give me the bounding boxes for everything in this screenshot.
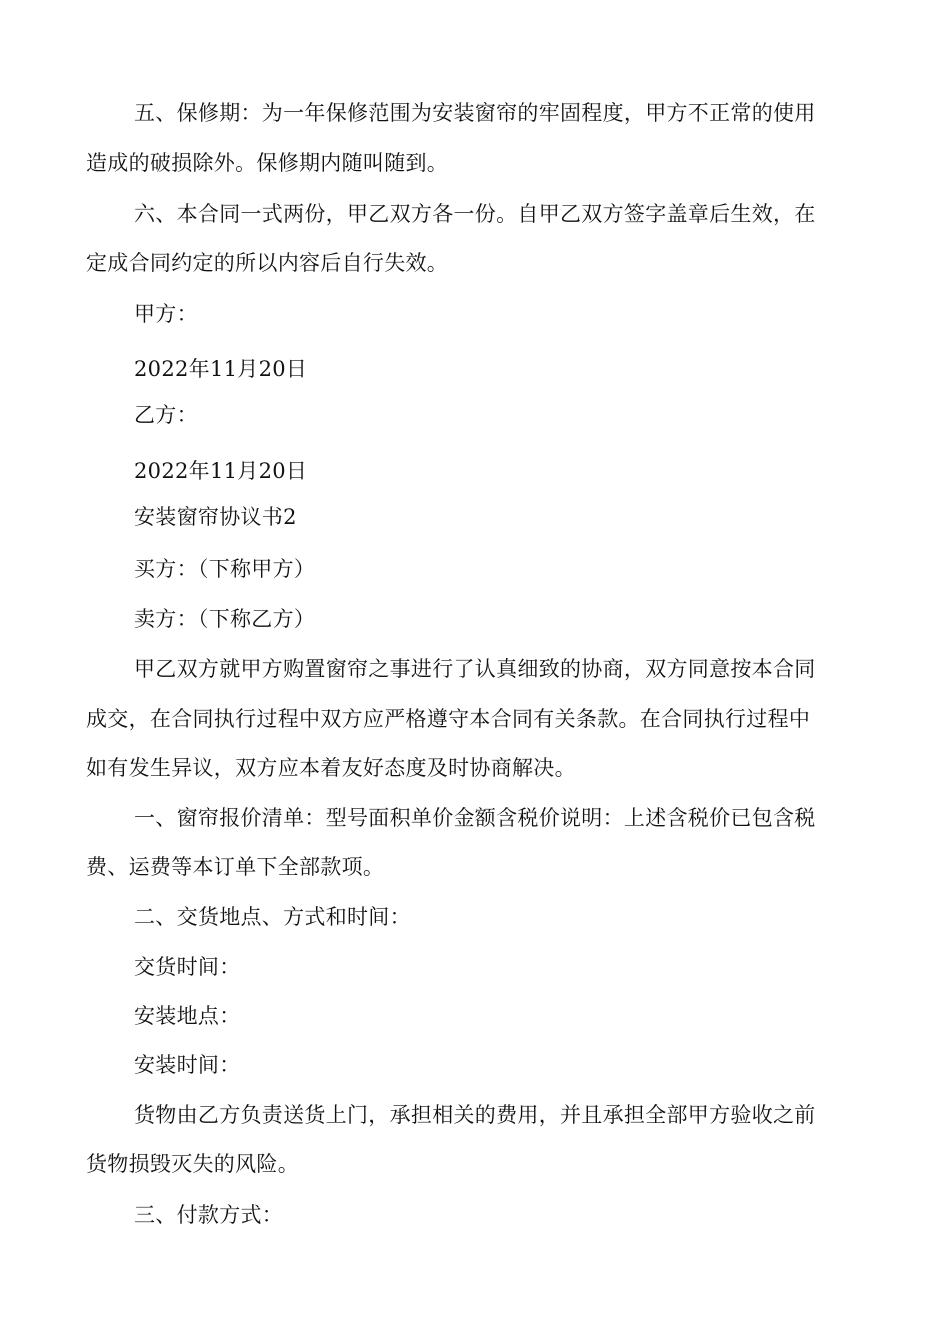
preamble-line-2: 成交，在合同执行过程中双方应严格遵守本合同有关条款。在合同执行过程中 bbox=[86, 707, 811, 731]
party-a-date: 2022年11月20日 bbox=[134, 357, 308, 381]
delivery-terms-line-1: 货物由乙方负责送货上门，承担相关的费用，并且承担全部甲方验收之前 bbox=[134, 1103, 816, 1127]
delivery-terms-line-2: 货物损毁灭失的风险。 bbox=[86, 1152, 299, 1176]
seller-line: 卖方：（下称乙方） bbox=[134, 607, 316, 631]
party-b-date: 2022年11月20日 bbox=[134, 459, 308, 483]
clause-2-heading: 二、交货地点、方式和时间： bbox=[134, 905, 411, 929]
buyer-line: 买方：（下称甲方） bbox=[134, 557, 316, 581]
agreement-title: 安装窗帘协议书2 bbox=[134, 505, 297, 529]
clause-1-line-1: 一、窗帘报价清单：型号面积单价金额含税价说明：上述含税价已包含税 bbox=[134, 806, 816, 830]
party-b-signature-label: 乙方： bbox=[134, 403, 198, 427]
preamble-line-3: 如有发生异议，双方应本着友好态度及时协商解决。 bbox=[86, 756, 576, 780]
install-time-label: 安装时间： bbox=[134, 1053, 241, 1077]
clause-1-line-2: 费、运费等本订单下全部款项。 bbox=[86, 855, 385, 879]
clause-5-line-1: 五、保修期：为一年保修范围为安装窗帘的牢固程度，甲方不正常的使用 bbox=[134, 101, 816, 125]
party-a-signature-label: 甲方： bbox=[134, 302, 198, 326]
install-location-label: 安装地点： bbox=[134, 1004, 241, 1028]
preamble-line-1: 甲乙双方就甲方购置窗帘之事进行了认真细致的协商，双方同意按本合同 bbox=[134, 657, 816, 681]
clause-5-line-2: 造成的破损除外。保修期内随叫随到。 bbox=[86, 151, 449, 175]
clause-3-heading: 三、付款方式： bbox=[134, 1203, 284, 1227]
delivery-time-label: 交货时间： bbox=[134, 955, 241, 979]
clause-6-line-1: 六、本合同一式两份，甲乙双方各一份。自甲乙双方签字盖章后生效，在 bbox=[134, 202, 816, 226]
clause-6-line-2: 定成合同约定的所以内容后自行失效。 bbox=[86, 251, 449, 275]
